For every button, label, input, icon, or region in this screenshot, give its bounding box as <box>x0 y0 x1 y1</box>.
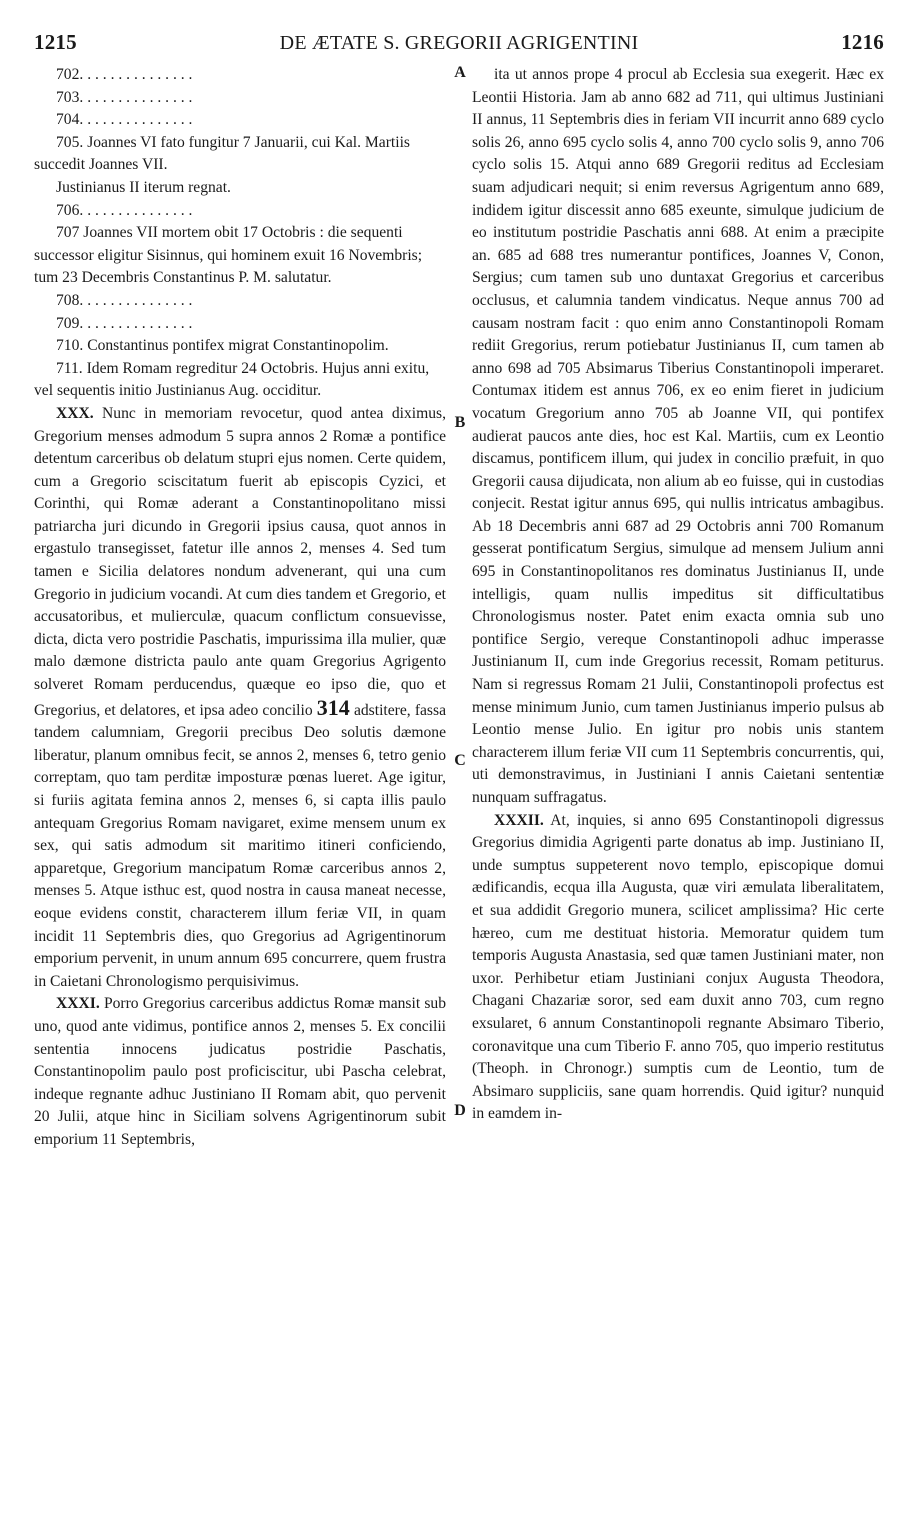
right-column <box>472 64 884 1126</box>
chronology-entry: 705. Joannes VI fato fungitur 7 Januarii, cui Kal. Martiis succedit Joannes VII. <box>34 133 410 174</box>
margin-marker-c: C <box>454 752 466 769</box>
paragraph-text: Porro Gregorius carceribus addictus Romæ mansit sub uno, quod ante vidimus, pontifice annos 2, menses 5. Ex concilii sententia innocens judicatus postridie Paschatis, Constantinopolim paulo post proficiscitur, ubi Pascha celebrat, indeque regnante adhuc Justiniano II Romam abit, quo pervenit 20 Julii, atque hinc in Siciliam solvens Agrigentinorum subit emporium 11 Septembris, <box>34 995 446 1148</box>
chronology-entry: 704. . . . . . . . . . . . . . . <box>56 111 193 129</box>
paragraph <box>472 64 884 810</box>
margin-marker-d: D <box>454 1102 466 1119</box>
right-page-number: 1216 <box>841 30 884 54</box>
paragraph <box>472 810 884 1126</box>
paragraph-text: At, inquies, si anno 695 Constantinopoli digressus Gregorius dimidia Agrigenti parte donatus ab imp. Justiniano II, unde sumptus suppeterent novo templo, episcopique domui ædificandis, ecqua illa Augusta, quæ viri æmulata liberalitatem, et sua addidit Gregorio munera, scilicet amplissima? Hic certe hæreo, cum me destituat historia. Memoratur quidem tum temporis Augusta Anastasia, sed quæ tamen Justiniani mater, non uxor. Perhibetur etiam Justiniani conjux Augusta Theodora, Chagani Chazariæ soror, sed eam duxit anno 703, cum regno exsularet, 6 annum Constantinopoli regnante Absimaro Tiberio, coronavitque una cum Tiberio F. anno 705, quo imperio restitutus (Theoph. in Chronogr.) sumptis cum de Leontio, tum de Absimaro suppliciis, sane quam horrendis. Quid igitur? nunquid in eamdem in- <box>472 811 884 1123</box>
section-number: XXXII. <box>494 811 544 829</box>
page-header <box>34 30 884 56</box>
paragraph-text: ita ut annos prope 4 procul ab Ecclesia sua exegerit. Hæc ex Leontii Historia. Jam ab anno 682 ad 711, qui ultimus Justiniani II annus, 11 Septembris dies in feriam VII incurrit anno 689 cyclo solis 26, anno 695 cyclo solis 4, anno 700 cyclo solis 9, anno 706 cyclo solis 15. Atqui anno 689 Gregorii reditus ad Ecclesiam suam adjudicari nequit; si enim reversus Agrigentum anno 689, indidem igitur discessit anno 685 exeunte, simulque judicium de eo institutum postridie Paschatis anni 688. At enim a præcipite an. 685 ad 688 tres numerantur pontifices, Joannes V, Conon, Sergius; cum tamen sub uno duntaxat Gregorius et carceribus occlusus, et calumnia tandem vindicatus. Neque annus 700 ad causam nostram facit : quo enim anno Constantinopoli Romam rediit Gregorius, rerum potiebatur Justinianus II, cum tamen ab anno 698 ad 705 Absimarus Tiberius Constantinopoli imperaret. Contumax itidem est annus 706, ex eo enim fieret in judicium vocatum Gregorium anno 705 ab Joanne VII, qui pontifex audierat paucos ante dies, hoc est Kal. Martiis, cum ex Leontio discamus, pontificem illum, qui judex in concilio præfuit, in quo Gregorii causa dijudicata, non alium ab eo fuisse, qui in custodias conjecit. Restat igitur annus 695, qui nullis intricatus ambagibus. Ab 18 Decembris anni 687 ad 29 Octobris anni 700 Romanum gesserat pontificatum Sergius, simulque ad mensem Julium anni 695 in Constantinopolitanos res dominatus Justinianus II, unde intelligis, quam nullis impeditus sit difficultatibus Chronologismus noster. Patet enim exacta omnia sub uno pontifice Sergio, vereque Constantinopoli adhuc imperasse Justinianum II, cum inde Gregorius recessit, Romam petiturus. Nam si regressus Romam 21 Julii, Constantinopoli profectus est mense minimum Junio, cum tamen Justinianus imperio pulsus ab Leontio mense Julio. En igitur pro nobis unis stantem characterem illum feriæ VII cum 11 Septembris concurrentis, qui, uti demonstravimus, in Justiniani I annis Caietani sententiæ nunquam suffragatus. <box>472 66 884 806</box>
chronology-entry: 703. . . . . . . . . . . . . . . <box>56 88 193 106</box>
chronology-entry: 707 Joannes VII mortem obit 17 Octobris : die sequenti successor eligitur Sisinnus, qui hominem exuit 16 Novembris; tum 23 Decembris Constantinus P. M. salutatur. <box>34 224 423 287</box>
paragraph-text: adstitere, fassa tandem calumniam, Gregorii precibus Deo solutis dæmone liberatur, planum omnibus fecit, se annos 2, menses 6, tetro genio correptam, quo tam perditæ imposturæ pœnas lueret. Age igitur, si furiis agitata femina annos 2, menses 6, si capta illis paulo antequam Gregorius Romam navigaret, exime mensem unum ex sex, qui satis admodum sit maritimo itineri conficiendo, apparetque, Gregorium mancipatum Romæ carceribus annos 2, menses 5. Atque isthuc est, quod nostra in causa maneat necesse, eoque evidens constit, characterem illum feriæ VII, in quam incidit 11 Septembris dies, quo Gregorius ad Agrigentinorum emporium pervenit, in unum annum 695 concurrere, quem frustra in Caietani Chronologismo perquisivimus. <box>34 701 446 990</box>
section-number: XXX. <box>56 404 94 422</box>
chronology-entry: 711. Idem Romam regreditur 24 Octobris. Hujus anni exitu, vel sequentis initio Justinianus Aug. occiditur. <box>34 359 430 400</box>
chronology-entry: 702. . . . . . . . . . . . . . . <box>56 66 193 83</box>
running-title: DE ÆTATE S. GREGORII AGRIGENTINI <box>279 32 639 54</box>
section-number: XXXI. <box>56 995 100 1013</box>
margin-marker-b: B <box>454 414 466 431</box>
chronology-entry: Justinianus II iterum regnat. <box>56 178 231 196</box>
paragraph-text: Nunc in memoriam revocetur, quod antea diximus, Gregorium menses admodum 5 supra annos 2 Romæ a pontifice detentum carceribus ob delatum stupri ejus nomen. Certe quidem, cum a Gregorio sciscitatum fuerit ab episcopis Cyzici, et Corinthi, qui Romæ aderant a Constantinopolitano missi patriarcha juri dicundo in Gregorii ipsius causa, quot annos in ergastulo transegisset, fatetur ille annos 2, menses 4. Sed tum tamen e Sicilia delatores nondum advenerant, qui una cum Gregorio in judicium vocandi. At cum dies tandem et Gregorio, et accusatoribus, et mulierculæ, quacum conflictum consuevisse, dicta, dicta vero postridie Paschatis, impurissima illa mulier, quæ malo dæmone districta paulo ante quam Gregorius Agrigento solveret Romam perducendus, quæque eo ipso die, quo et Gregorius, et delatores, et ipsa adeo concilio <box>34 404 446 719</box>
chronology-entry: 709. . . . . . . . . . . . . . . <box>56 314 193 332</box>
margin-marker-a: A <box>454 64 466 81</box>
chronology-entry: 706. . . . . . . . . . . . . . . <box>56 201 193 219</box>
left-page-number: 1215 <box>34 30 77 54</box>
inline-page-number: 314 <box>316 694 350 720</box>
chronology-entry: 710. Constantinus pontifex migrat Constantinopolim. <box>56 337 389 355</box>
paragraph <box>34 403 446 993</box>
paragraph <box>34 993 446 1151</box>
chronology-entry: 708. . . . . . . . . . . . . . . <box>56 291 193 309</box>
left-column <box>34 64 446 1152</box>
